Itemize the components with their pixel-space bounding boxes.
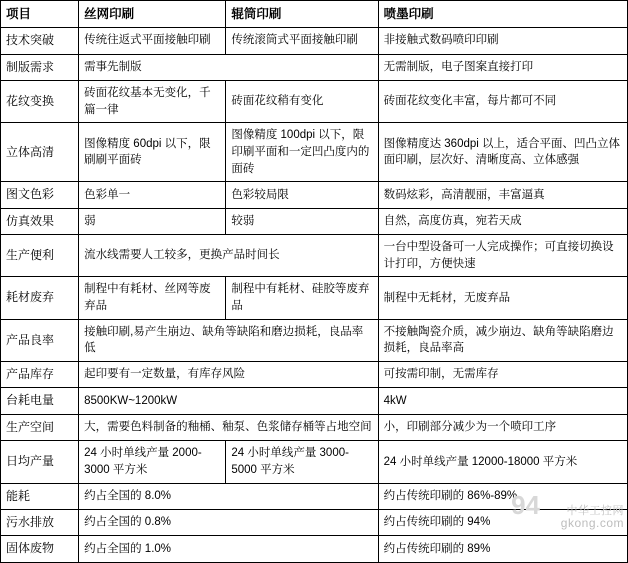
table-cell: 流水线需要人工较多，更换产品时间长 — [79, 235, 378, 277]
table-cell: 约占传统印刷的 89% — [378, 536, 627, 562]
watermark-number: 94 — [511, 490, 540, 520]
table-cell: 24 小时单线产量 12000-18000 平方米 — [378, 441, 627, 483]
table-cell: 色彩单一 — [79, 182, 226, 208]
row-label: 产品良率 — [1, 319, 79, 361]
table-cell: 接触印刷,易产生崩边、缺角等缺陷和磨边损耗，良品率低 — [79, 319, 378, 361]
row-label: 花纹变换 — [1, 80, 79, 122]
row-label: 生产便利 — [1, 235, 79, 277]
table-row — [1, 235, 628, 277]
table-row — [1, 277, 628, 319]
table-cell: 制程中有耗材、丝网等废弃品 — [79, 277, 226, 319]
row-label: 台耗电量 — [1, 388, 79, 414]
table-cell: 8500KW~1200kW — [79, 388, 378, 414]
header-row — [1, 1, 628, 28]
table-cell: 不接触陶瓷介质，减少崩边、缺角等缺陷磨边损耗，良品率高 — [378, 319, 627, 361]
table-cell: 4kW — [378, 388, 627, 414]
row-label: 固体废物 — [1, 536, 79, 562]
row-label: 日均产量 — [1, 441, 79, 483]
table-cell: 起印要有一定数量，有库存风险 — [79, 362, 378, 388]
row-label: 图文色彩 — [1, 182, 79, 208]
watermark-site-name: 中华工控网 — [566, 504, 624, 517]
table-cell: 需事先制版 — [79, 54, 378, 80]
table-cell: 小，印刷部分减少为一个喷印工序 — [378, 414, 627, 440]
table-row — [1, 54, 628, 80]
table-cell: 大，需要色料制备的釉桶、釉泵、色浆储存桶等占地空间 — [79, 414, 378, 440]
table-cell: 砖面花纹变化丰富，每片都可不同 — [378, 80, 627, 122]
table-cell: 弱 — [79, 208, 226, 234]
table-cell: 图像精度 100dpi 以下，限印刷平面和一定凹凸度内的面砖 — [226, 123, 378, 182]
table-cell: 图像精度达 360dpi 以上，适合平面、凹凸立体面印刷，层次好、清晰度高、立体感强 — [378, 123, 627, 182]
row-label: 生产空间 — [1, 414, 79, 440]
table-cell: 色彩较局限 — [226, 182, 378, 208]
column-header-inkjet-printing: 喷墨印刷 — [378, 1, 627, 28]
table-cell: 约占传统印刷的 86%-89% — [378, 483, 627, 509]
table-cell: 可按需印制，无需库存 — [378, 362, 627, 388]
table-cell: 24 小时单线产量 2000-3000 平方米 — [79, 441, 226, 483]
table-cell: 制程中无耗材，无废弃品 — [378, 277, 627, 319]
table-row — [1, 536, 628, 562]
table-cell: 传统滚筒式平面接触印刷 — [226, 28, 378, 54]
row-label: 污水排放 — [1, 509, 79, 535]
table-cell: 约占全国的 1.0% — [79, 536, 378, 562]
row-label: 制版需求 — [1, 54, 79, 80]
table-cell: 砖面花纹稍有变化 — [226, 80, 378, 122]
table-row — [1, 509, 628, 535]
table-header — [1, 1, 628, 28]
table-body — [1, 28, 628, 563]
row-label: 仿真效果 — [1, 208, 79, 234]
row-label: 产品库存 — [1, 362, 79, 388]
table-cell: 约占全国的 8.0% — [79, 483, 378, 509]
column-header-item: 项目 — [1, 1, 79, 28]
table-cell: 无需制版，电子图案直接打印 — [378, 54, 627, 80]
column-header-screen-printing: 丝网印刷 — [79, 1, 226, 28]
row-label: 技术突破 — [1, 28, 79, 54]
table-cell: 图像精度 60dpi 以下，限刷刷平面砖 — [79, 123, 226, 182]
table-row — [1, 414, 628, 440]
row-label: 耗材废弃 — [1, 277, 79, 319]
row-label: 立体高清 — [1, 123, 79, 182]
table-cell: 较弱 — [226, 208, 378, 234]
table-cell: 自然，高度仿真，宛若天成 — [378, 208, 627, 234]
watermark-site-url: gkong.com — [560, 516, 624, 531]
table-cell: 传统往返式平面接触印刷 — [79, 28, 226, 54]
table-cell: 一台中型设备可一人完成操作；可直接切换设计打印，方便快速 — [378, 235, 627, 277]
table-row — [1, 208, 628, 234]
table-row — [1, 182, 628, 208]
table-row — [1, 319, 628, 361]
table-cell: 约占全国的 0.8% — [79, 509, 378, 535]
table-cell: 砖面花纹基本无变化，千篇一律 — [79, 80, 226, 122]
table-row — [1, 28, 628, 54]
table-row — [1, 441, 628, 483]
row-label: 能耗 — [1, 483, 79, 509]
table-cell: 约占传统印刷的 94% — [378, 509, 627, 535]
table-cell: 24 小时单线产量 3000-5000 平方米 — [226, 441, 378, 483]
table-cell: 数码炫彩，高清靓丽，丰富逼真 — [378, 182, 627, 208]
table-row — [1, 483, 628, 509]
table-row — [1, 362, 628, 388]
table-row — [1, 80, 628, 122]
table-cell: 非接触式数码喷印印刷 — [378, 28, 627, 54]
table-row — [1, 388, 628, 414]
column-header-roller-printing: 辊筒印刷 — [226, 1, 378, 28]
table-cell: 制程中有耗材、硅胶等废弃品 — [226, 277, 378, 319]
table-row — [1, 123, 628, 182]
